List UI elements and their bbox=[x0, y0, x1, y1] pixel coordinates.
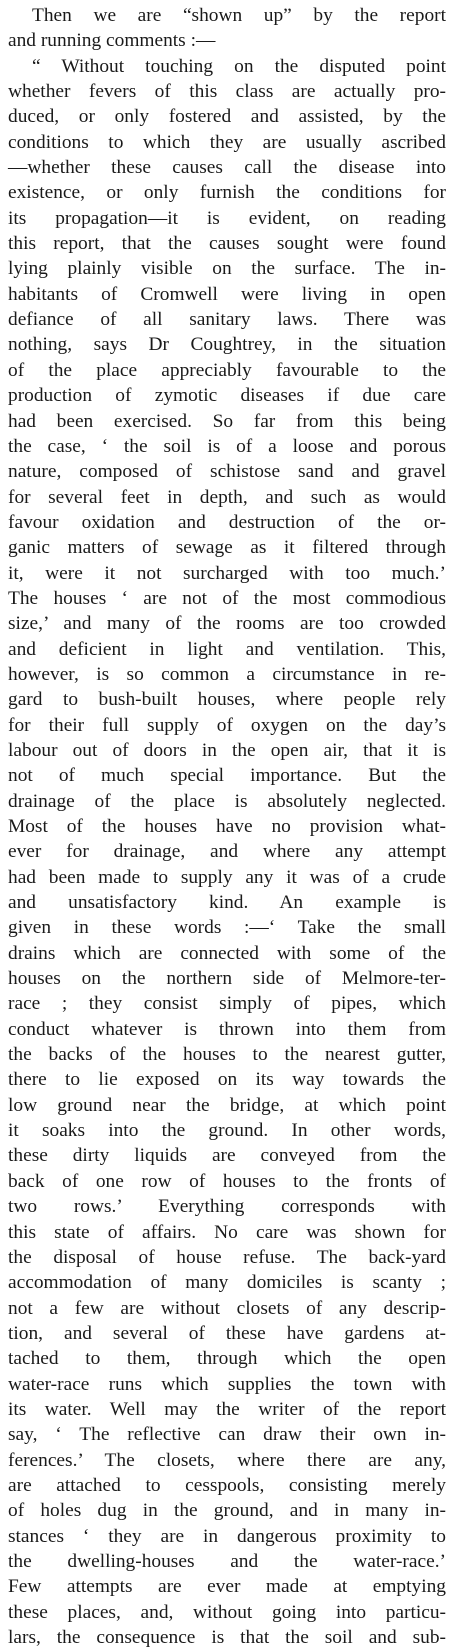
text-line: gard to bush-built houses, where people rely bbox=[8, 689, 446, 711]
text-line: had been made to supply any it was of a crude bbox=[8, 866, 446, 888]
text-line: not of much special importance. But the bbox=[8, 765, 446, 787]
text-line: the case, ‘ the soil is of a loose and porous bbox=[8, 435, 446, 457]
text-line: race ; they consist simply of pipes, which bbox=[8, 993, 446, 1015]
text-line: given in these words :—‘ Take the small bbox=[8, 917, 446, 939]
text-line: accommodation of many domiciles is scanty ; bbox=[8, 1272, 446, 1294]
text-line: this state of affairs. No care was shown for bbox=[8, 1221, 446, 1243]
text-line: whether fevers of this class are actually pro- bbox=[8, 81, 446, 103]
text-line: however, is so common a circumstance in re- bbox=[8, 663, 446, 685]
text-line: of holes dug in the ground, and in many in- bbox=[8, 1500, 446, 1522]
text-line: and running comments :— bbox=[8, 30, 216, 52]
text-line: water-race runs which supplies the town with bbox=[8, 1373, 446, 1395]
text-line: ganic matters of sewage as it filtered through bbox=[8, 537, 446, 559]
text-line: the backs of the houses to the nearest gutter, bbox=[8, 1044, 446, 1066]
text-line: production of zymotic diseases if due care bbox=[8, 385, 446, 407]
text-line: —whether these causes call the disease into bbox=[8, 157, 446, 179]
text-line: defiance of all sanitary laws. There was bbox=[8, 309, 446, 331]
text-line: its propagation—it is evident, on reading bbox=[8, 207, 446, 229]
text-line: ever for drainage, and where any attempt bbox=[8, 841, 446, 863]
text-line: there to lie exposed on its way towards the bbox=[8, 1069, 446, 1091]
text-line: existence, or only furnish the conditions for bbox=[8, 182, 446, 204]
text-line: the disposal of house refuse. The back-yard bbox=[8, 1246, 446, 1268]
text-line: two rows.’ Everything corresponds with bbox=[8, 1196, 446, 1218]
text-line: not a few are without closets of any descrip- bbox=[8, 1297, 446, 1319]
text-line: low ground near the bridge, at which point bbox=[8, 1094, 446, 1116]
text-line: lying plainly visible on the surface. The in- bbox=[8, 258, 446, 280]
text-line: for their full supply of oxygen on the day’s bbox=[8, 714, 446, 736]
text-line: the dwelling-houses and the water-race.’ bbox=[8, 1550, 446, 1572]
text-line: say, ‘ The reflective can draw their own in- bbox=[8, 1424, 446, 1446]
text-line: size,’ and many of the rooms are too crowded bbox=[8, 613, 446, 635]
text-line: it, were it not surcharged with too much.’ bbox=[8, 562, 446, 584]
text-line: The houses ‘ are not of the most commodious bbox=[8, 587, 446, 609]
text-line: ferences.’ The closets, where there are any, bbox=[8, 1449, 446, 1471]
text-line: stances ‘ they are in dangerous proximity to bbox=[8, 1525, 446, 1547]
text-line: of the place appreciably favourable to the bbox=[8, 359, 446, 381]
text-line: conduct whatever is thrown into them from bbox=[8, 1018, 446, 1040]
text-line: favour oxidation and destruction of the or- bbox=[8, 511, 446, 533]
text-line: are attached to cesspools, consisting merely bbox=[8, 1474, 446, 1496]
text-line: labour out of doors in the open air, that it is bbox=[8, 739, 446, 761]
text-line: “ Without touching on the disputed point bbox=[32, 55, 446, 77]
text-line: habitants of Cromwell were living in open bbox=[8, 283, 446, 305]
text-line: lars, the consequence is that the soil and sub- bbox=[8, 1627, 446, 1648]
text-line: nothing, says Dr Coughtrey, in the situation bbox=[8, 334, 446, 356]
text-line: for several feet in depth, and such as would bbox=[8, 486, 446, 508]
text-line: Most of the houses have no provision what- bbox=[8, 816, 446, 837]
text-line: Few attempts are ever made at emptying bbox=[8, 1576, 446, 1598]
text-line: back of one row of houses to the fronts of bbox=[8, 1170, 446, 1192]
text-line: this report, that the causes sought were found bbox=[8, 233, 446, 255]
text-line: tached to them, through which the open bbox=[8, 1348, 446, 1370]
text-line: houses on the northern side of Melmore-ter- bbox=[8, 968, 446, 990]
text-line: these dirty liquids are conveyed from the bbox=[8, 1145, 446, 1167]
text-line: it soaks into the ground. In other words, bbox=[8, 1120, 446, 1142]
text-line: conditions to which they are usually ascribed bbox=[8, 131, 446, 153]
text-line: drains which are connected with some of the bbox=[8, 942, 446, 964]
text-line: drainage of the place is absolutely neglected. bbox=[8, 790, 446, 812]
text-line: nature, composed of schistose sand and gravel bbox=[8, 461, 446, 483]
text-line: and deficient in light and ventilation. This, bbox=[8, 638, 446, 660]
text-line: Then we are “shown up” by the report bbox=[32, 5, 446, 26]
text-line: and unsatisfactory kind. An example is bbox=[8, 892, 446, 914]
text-line: these places, and, without going into particu- bbox=[8, 1601, 446, 1623]
text-line: tion, and several of these have gardens at- bbox=[8, 1322, 446, 1344]
text-line: duced, or only fostered and assisted, by the bbox=[8, 106, 446, 128]
text-line: its water. Well may the writer of the report bbox=[8, 1398, 446, 1420]
text-line: had been exercised. So far from this being bbox=[8, 410, 446, 432]
